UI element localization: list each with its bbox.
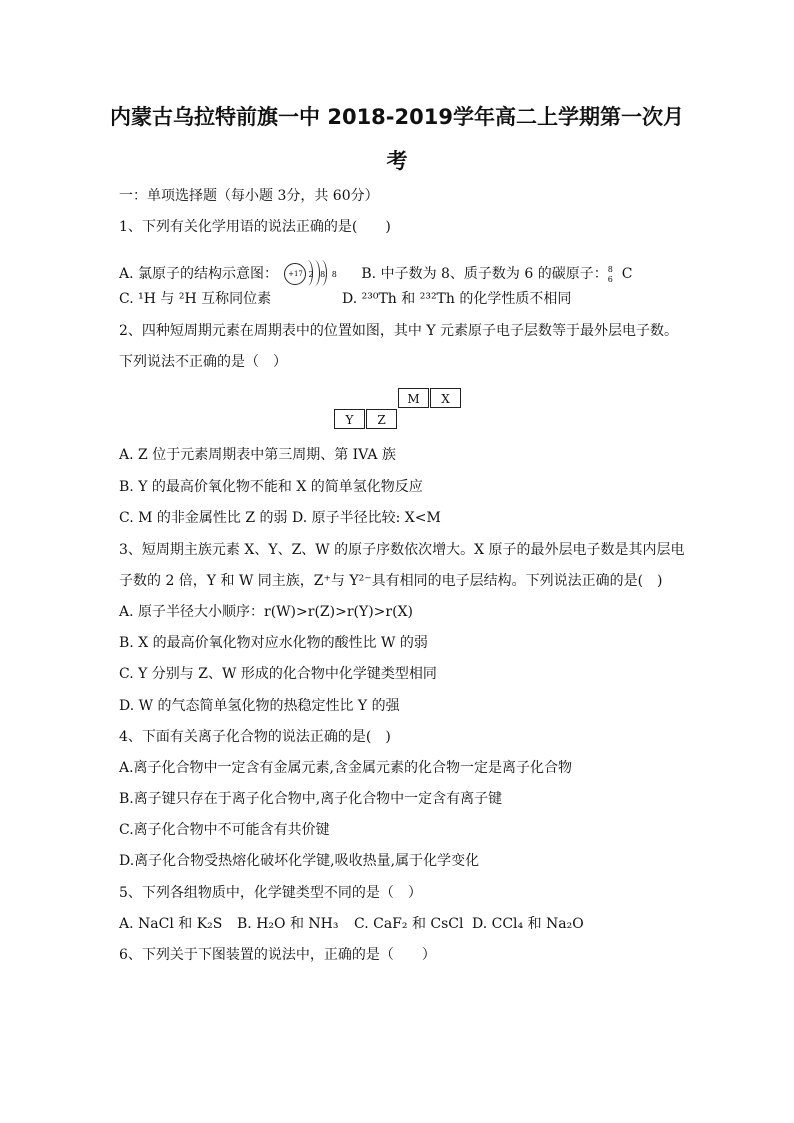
q3-option-d: D. W 的气态简单氢化物的热稳定性比 Y 的强 xyxy=(119,698,400,714)
question-6-stem: 6、下列关于下图装置的说法中，正确的是（ ） xyxy=(119,947,436,963)
q2-option-c-d: C. M 的非金属性比 Z 的弱 D. 原子半径比较: X<M xyxy=(119,510,441,526)
carbon-nuclide-symbol: 8 6 xyxy=(607,265,613,284)
q1-option-d: D. ²³⁰Th 和 ²³²Th 的化学性质不相同 xyxy=(342,291,572,307)
q4-option-b: B.离子键只存在于离子化合物中,离子化合物中一定含有离子键 xyxy=(119,791,503,807)
q5-option-a: A. NaCl 和 K₂S xyxy=(119,916,223,932)
q4-option-a: A.离子化合物中一定含有金属元素,含金属元素的化合物一定是离子化合物 xyxy=(119,760,573,776)
cell-m: M xyxy=(398,388,429,408)
q3-option-a: A. 原子半径大小顺序：r(W)>r(Z)>r(Y)>r(X) xyxy=(119,604,413,620)
document-title-continued: 考 xyxy=(386,149,408,173)
q2-option-a: A. Z 位于元素周期表中第三周期、第 IVA 族 xyxy=(119,447,396,463)
section-heading: 一：单项选择题（每小题 3分，共 60分） xyxy=(119,188,379,204)
q5-option-d: D. CCl₄ 和 Na₂O xyxy=(472,916,584,932)
question-5-stem: 5、下列各组物质中，化学键类型不同的是（ ） xyxy=(119,885,422,901)
question-3-stem-line-1: 3、短周期主族元素 X、Y、Z、W 的原子序数依次增大。X 原子的最外层电子数是其内层电 xyxy=(119,542,685,558)
question-2-stem-line-1: 2、四种短周期元素在周期表中的位置如图，其中 Y 元素原子电子层数等于最外层电子数。 xyxy=(119,323,679,339)
question-4-stem: 4、下面有关离子化合物的说法正确的是( ) xyxy=(119,729,391,745)
question-2-stem-line-2: 下列说法不正确的是（ ） xyxy=(119,354,287,370)
q3-option-b: B. X 的最高价氧化物对应水化物的酸性比 W 的弱 xyxy=(119,635,428,651)
question-1-options-ab: A. 氯原子的结构示意图： +17 2 8 8 B. 中子数为 8、质子数为 6 的碳原子： 8 6 C xyxy=(119,263,632,285)
q4-option-c: C.离子化合物中不可能含有共价键 xyxy=(119,822,330,838)
cell-y: Y xyxy=(334,409,365,429)
q1-option-c: C. ¹H 与 ²H 互称同位素 xyxy=(119,291,272,307)
q5-option-c: C. CaF₂ 和 CsCl xyxy=(354,916,464,932)
document-title: 内蒙古乌拉特前旗一中 2018-2019学年高二上学期第一次月 xyxy=(110,105,684,129)
q2-option-b: B. Y 的最高价氧化物不能和 X 的简单氢化物反应 xyxy=(119,479,423,495)
shell-electron-counts: 2 8 8 xyxy=(308,270,339,279)
cell-z: Z xyxy=(366,409,397,429)
q1-option-a-label: A. 氯原子的结构示意图： xyxy=(119,266,279,282)
question-1-stem: 1、下列有关化学用语的说法正确的是( ) xyxy=(119,219,391,235)
cell-x: X xyxy=(430,388,461,408)
q3-option-c: C. Y 分别与 Z、W 形成的化合物中化学键类型相同 xyxy=(119,666,437,682)
q4-option-d: D.离子化合物受热熔化破坏化学键,吸收热量,属于化学变化 xyxy=(119,853,480,869)
question-3-stem-line-2: 子数的 2 倍，Y 和 W 同主族，Z⁺与 Y²⁻具有相同的电子层结构。下列说法正确的是( ) xyxy=(119,573,663,589)
chlorine-atom-structure-diagram xyxy=(284,263,339,285)
q1-option-b-label: B. 中子数为 8、质子数为 6 的碳原子： xyxy=(361,266,608,282)
atom-nucleus: +17 xyxy=(284,263,306,285)
q5-option-b: B. H₂O 和 NH₃ xyxy=(237,916,339,932)
